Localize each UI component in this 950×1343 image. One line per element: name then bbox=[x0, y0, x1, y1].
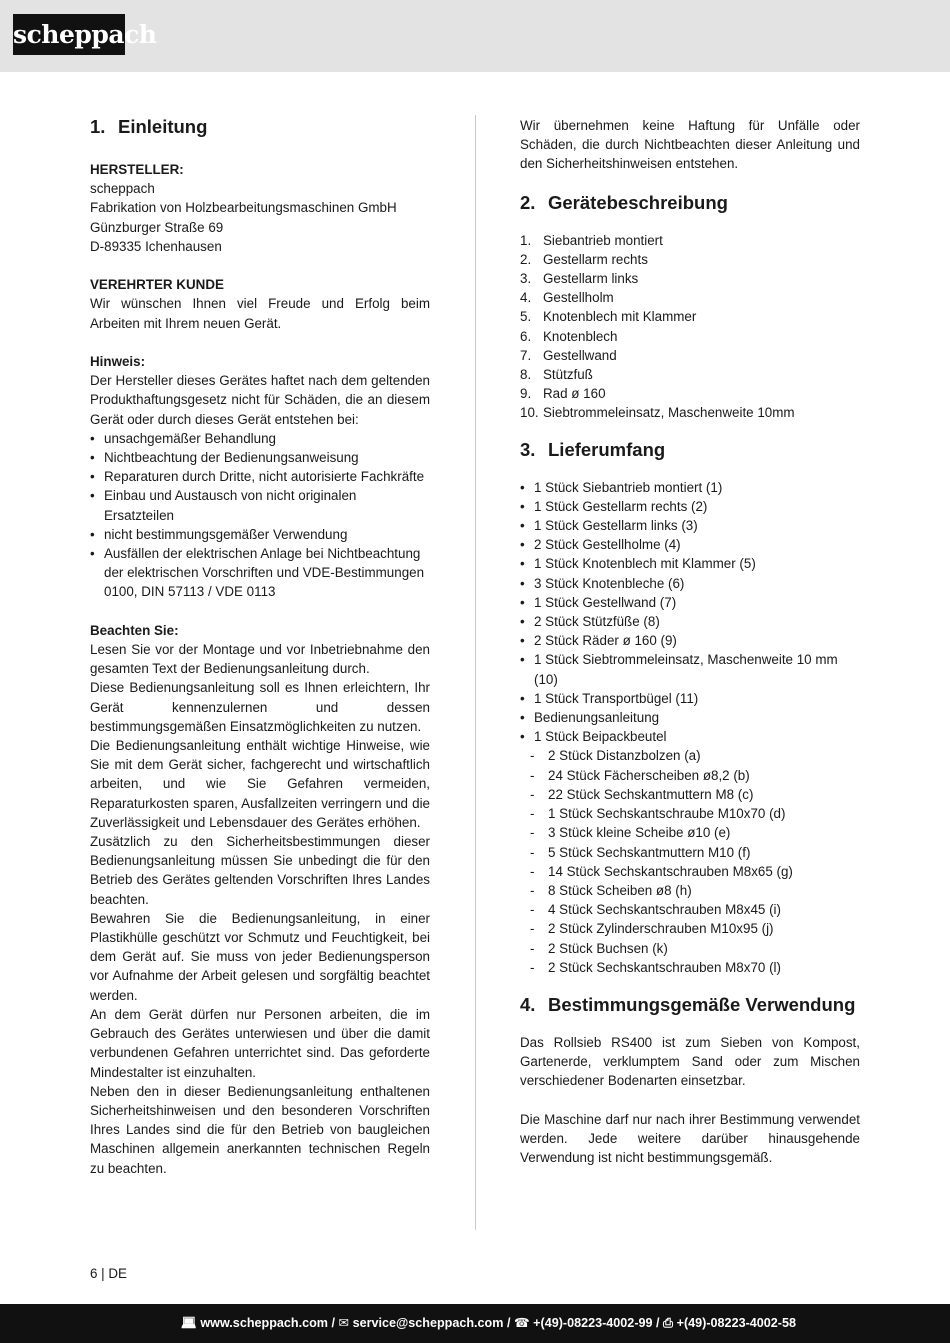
list-item: - 3 Stück kleine Scheibe ø10 (e) bbox=[520, 823, 860, 842]
section-1-heading bbox=[90, 116, 430, 138]
list-item: • 2 Stück Räder ø 160 (9) bbox=[520, 631, 860, 650]
liability-text: Wir übernehmen keine Haftung für Unfälle oder Schäden, die durch Nichtbeachten dieser Anleitung und den Sicherheitshinweisen entstehen. bbox=[520, 118, 860, 172]
parts-list bbox=[520, 231, 860, 423]
section-title: Einleitung bbox=[118, 116, 208, 137]
list-item: • Reparaturen durch Dritte, nicht autorisierte Fachkräfte bbox=[90, 467, 430, 486]
list-item: - 14 Stück Sechskantschrauben M8x65 (g) bbox=[520, 862, 860, 881]
list-item: 4. Gestellholm bbox=[520, 290, 614, 306]
list-item: - 2 Stück Distanzbolzen (a) bbox=[520, 746, 860, 765]
beachten-heading: Beachten Sie: bbox=[90, 622, 179, 638]
section-3-heading bbox=[520, 439, 860, 461]
list-item: 10. Siebtrommeleinsatz, Maschenweite 10mm bbox=[520, 405, 795, 421]
beachten-paragraph: Neben den in dieser Bedienungsanleitung enthaltenen Sicherheitshinweisen und den besonderen Vorschriften Ihres Landes sind die für den Betrieb von baugleichen Maschinen allgemein anerkannten technischen Regeln zu beachten. bbox=[90, 1083, 430, 1176]
beachten-paragraph: Lesen Sie vor der Montage und vor Inbetriebnahme den gesamten Text der Bedienungsanleitung durch. bbox=[90, 642, 430, 677]
list-item: 1. Siebantrieb montiert bbox=[520, 232, 663, 248]
list-item: - 2 Stück Sechskantschrauben M8x70 (l) bbox=[520, 958, 860, 977]
section-title: Gerätebeschreibung bbox=[548, 191, 728, 213]
list-item: • Nichtbeachtung der Bedienungsanweisung bbox=[90, 448, 430, 467]
monitor-icon: 💻︎ bbox=[180, 1316, 197, 1330]
address-line: D-89335 Ichenhausen bbox=[90, 238, 222, 254]
list-item: • nicht bestimmungsgemäßer Verwendung bbox=[90, 525, 430, 544]
list-item: - 5 Stück Sechskantmuttern M10 (f) bbox=[520, 843, 860, 862]
beachten-paragraph: An dem Gerät dürfen nur Personen arbeiten, die im Gebrauch des Gerätes unterwiesen und über die damit verbundenen Gefahren unterrichtet sind. Das geforderte Mindestalter ist einzuhalten. bbox=[90, 1006, 430, 1080]
list-item: • 1 Stück Transportbügel (11) bbox=[520, 689, 860, 708]
list-item: - 24 Stück Fächerscheiben ø8,2 (b) bbox=[520, 766, 860, 785]
section-number: 1. bbox=[90, 116, 106, 137]
address-line: Fabrikation von Holzbearbeitungsmaschinen GmbH bbox=[90, 200, 397, 216]
list-item: 6. Knotenblech bbox=[520, 328, 618, 344]
beachten-paragraph: Bewahren Sie die Bedienungsanleitung, in einer Plastikhülle geschützt vor Schmutz und Feuchtigkeit, bei dem Gerät auf. Sie muss von jeder Bedienungsperson vor Aufnahme der Arbeit gelesen und sorgfältig beachtet werden. bbox=[90, 910, 430, 1003]
list-item: • 1 Stück Siebtrommeleinsatz, Maschenweite 10 mm (10) bbox=[520, 650, 860, 688]
scope-of-delivery-list bbox=[520, 478, 860, 747]
list-item: • 3 Stück Knotenbleche (6) bbox=[520, 574, 860, 593]
list-item: 8. Stützfuß bbox=[520, 367, 593, 383]
hersteller-heading: HERSTELLER: bbox=[90, 162, 184, 177]
right-column bbox=[520, 116, 860, 1167]
website-link[interactable]: www.scheppach.com bbox=[200, 1316, 328, 1330]
list-item: • Ausfällen der elektrischen Anlage bei Nichtbeachtung der elektrischen Vorschriften und VDE-Bestimmungen 0100, DIN 57113 / VDE 0113 bbox=[90, 544, 430, 602]
list-item: - 2 Stück Buchsen (k) bbox=[520, 939, 860, 958]
fax-icon: ⎙ bbox=[663, 1316, 674, 1330]
kunde-text: Wir wünschen Ihnen viel Freude und Erfolg beim Arbeiten mit Ihrem neuen Gerät. bbox=[90, 296, 430, 331]
section-4-heading bbox=[520, 994, 860, 1016]
list-item: • 1 Stück Gestellarm links (3) bbox=[520, 516, 860, 535]
list-item: • 1 Stück Gestellarm rechts (2) bbox=[520, 497, 860, 516]
beachten-paragraph: Diese Bedienungsanleitung soll es Ihnen erleichtern, Ihr Gerät kennenzulernen und dessen bestimmungsgemäßen Einsatzmöglichkeiten zu nutzen. bbox=[90, 680, 430, 734]
accessory-bag-list bbox=[520, 746, 860, 976]
page-number: 6 | DE bbox=[90, 1266, 127, 1281]
email-icon: ✉︎ bbox=[338, 1316, 350, 1330]
hinweis-text: Der Hersteller dieses Gerätes haftet nach dem geltenden Produkthaftungsgesetz nicht für Schäden, die an diesem Gerät oder durch dieses Gerät entstehen bei: bbox=[90, 373, 430, 427]
list-item: • Einbau und Austausch von nicht originalen Ersatzteilen bbox=[90, 486, 430, 524]
list-item: • 1 Stück Knotenblech mit Klammer (5) bbox=[520, 554, 860, 573]
section-number: 2. bbox=[520, 191, 536, 213]
address-line: scheppach bbox=[90, 181, 155, 197]
column-divider bbox=[475, 115, 476, 1230]
scheppach-logo: scheppach bbox=[13, 14, 125, 55]
hinweis-list bbox=[90, 429, 430, 602]
list-item: - 1 Stück Sechskantschraube M10x70 (d) bbox=[520, 804, 860, 823]
fax-number: +(49)-08223-4002-58 bbox=[676, 1316, 796, 1330]
page-footer: 💻︎ www.scheppach.com / ✉︎ service@scheppach.com / ☎︎ +(49)-08223-4002-99 / ⎙ +(49)-08223-4002-58 bbox=[0, 1304, 950, 1343]
list-item: • 1 Stück Gestellwand (7) bbox=[520, 593, 860, 612]
section-2-heading bbox=[520, 192, 860, 214]
section-title: Lieferumfang bbox=[548, 438, 666, 460]
list-item: - 22 Stück Sechskantmuttern M8 (c) bbox=[520, 785, 860, 804]
phone-number: +(49)-08223-4002-99 bbox=[533, 1316, 653, 1330]
list-item: • 2 Stück Gestellholme (4) bbox=[520, 535, 860, 554]
beachten-paragraph: Die Bedienungsanleitung enthält wichtige Hinweise, wie Sie mit dem Gerät sicher, fachgerecht und wirtschaftlich arbeiten, und wie Sie Gefahren vermeiden, Reparaturkosten sparen, Ausfallzeiten verringern und die Zuverlässigkeit und Lebensdauer des Gerätes erhöhen. bbox=[90, 738, 430, 830]
list-item: - 2 Stück Zylinderschrauben M10x95 (j) bbox=[520, 919, 860, 938]
list-item: 3. Gestellarm links bbox=[520, 271, 639, 287]
list-item: 7. Gestellwand bbox=[520, 347, 617, 363]
list-item: - 4 Stück Sechskantschrauben M8x45 (i) bbox=[520, 900, 860, 919]
usage-paragraph: Das Rollsieb RS400 ist zum Sieben von Kompost, Gartenerde, verklumptem Sand oder zum Mischen verschiedener Bodenarten einsetzbar. bbox=[520, 1034, 860, 1089]
list-item: 2. Gestellarm rechts bbox=[520, 251, 648, 267]
email-link[interactable]: service@scheppach.com bbox=[352, 1316, 504, 1330]
page-header bbox=[0, 0, 950, 72]
list-item: - 8 Stück Scheiben ø8 (h) bbox=[520, 881, 860, 900]
list-item: • unsachgemäßer Behandlung bbox=[90, 429, 430, 448]
list-item: • 1 Stück Beipackbeutel bbox=[520, 727, 860, 746]
usage-paragraph: Die Maschine darf nur nach ihrer Bestimmung verwendet werden. Jede weitere darüber hinausgehende Verwendung ist nicht bestimmungsgemäß. bbox=[520, 1111, 860, 1166]
address-line: Günzburger Straße 69 bbox=[90, 219, 224, 235]
section-number: 3. bbox=[520, 438, 536, 460]
phone-icon: ☎︎ bbox=[513, 1316, 530, 1330]
list-item: 9. Rad ø 160 bbox=[520, 386, 606, 402]
list-item: • 1 Stück Siebantrieb montiert (1) bbox=[520, 478, 860, 497]
kunde-heading: VEREHRTER KUNDE bbox=[90, 277, 224, 293]
section-title: Bestimmungsgemäße Verwendung bbox=[548, 993, 856, 1015]
beachten-paragraph: Zusätzlich zu den Sicherheitsbestimmungen dieser Bedienungsanleitung müssen Sie unbedingt die für den Betrieb des Gerätes geltenden Vorschriften Ihres Landes beachten. bbox=[90, 834, 430, 907]
left-column bbox=[90, 116, 430, 1178]
list-item: • 2 Stück Stützfüße (8) bbox=[520, 612, 860, 631]
hinweis-heading: Hinweis: bbox=[90, 354, 146, 369]
list-item: 5. Knotenblech mit Klammer bbox=[520, 309, 697, 325]
list-item: • Bedienungsanleitung bbox=[520, 708, 860, 727]
section-number: 4. bbox=[520, 993, 536, 1015]
